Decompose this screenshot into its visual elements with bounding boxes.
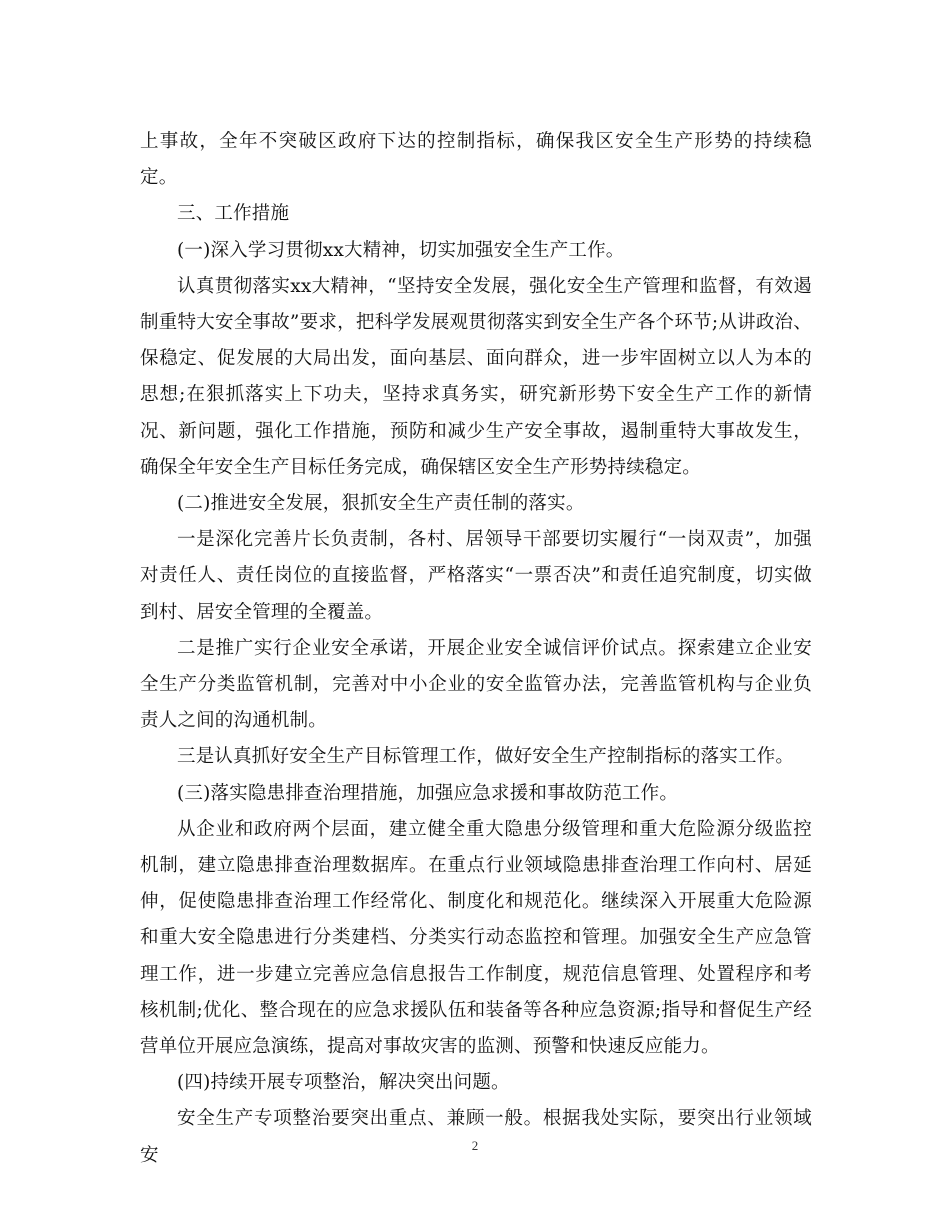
section-heading: 三、工作措施 — [177, 203, 290, 225]
document-body — [140, 124, 812, 1174]
paragraph-continuation: 上事故，全年不突破区政府下达的控制指标，确保我区安全生产形势的持续稳定。 — [140, 131, 812, 189]
page-number: 2 — [471, 1138, 479, 1153]
paragraph: 认真贯彻落实xx大精神，“坚持安全发展，强化安全生产管理和监督，有效遏制重特大安全事故”要求，把科学发展观贯彻落实到安全生产各个环节;从讲政治、保稳定、促发展的大局出发，面向基层、面向群众，进一步牢固树立以人为本的思想;在狠抓落实上下功夫，坚持求真务实，研究新形势下安全生产工作的新情况、新问题，强化工作措施，预防和减少生产安全事故，遏制重特大事故发生，确保全年安全生产目标任务完成，确保辖区安全生产形势持续稳定。 — [140, 275, 812, 478]
subsection-heading-1: (一)深入学习贯彻xx大精神，切实加强安全生产工作。 — [177, 239, 625, 261]
paragraph: 二是推广实行企业安全承诺，开展企业安全诚信评价试点。探索建立企业安全生产分类监管机制，完善对中小企业的安全监管办法，完善监管机构与企业负责人之间的沟通机制。 — [140, 637, 812, 732]
paragraph: 一是深化完善片长负责制，各村、居领导干部要切实履行“一岗双责”，加强对责任人、责任岗位的直接监督，严格落实“一票否决”和责任追究制度，切实做到村、居安全管理的全覆盖。 — [140, 529, 812, 623]
subsection-heading-2: (二)推进安全发展，狠抓安全生产责任制的落实。 — [177, 493, 585, 515]
paragraph: 三是认真抓好安全生产目标管理工作，做好安全生产控制指标的落实工作。 — [177, 746, 795, 768]
paragraph: 从企业和政府两个层面，建立健全重大隐患分级管理和重大危险源分级监控机制，建立隐患排查治理数据库。在重点行业领域隐患排查治理工作向村、居延伸，促使隐患排查治理工作经常化、制度化和规范化。继续深入开展重大危险源和重大安全隐患进行分类建档、分类实行动态监控和管理。加强安全生产应急管理工作，进一步建立完善应急信息报告工作制度，规范信息管理、处置程序和考核机制;优化、整合现在的应急求援队伍和装备等各种应急资源;指导和督促生产经营单位开展应急演练，提高对事故灾害的监测、预警和快速反应能力。 — [140, 818, 812, 1058]
paragraph: 安全生产专项整治要突出重点、兼顾一般。根据我处实际，要突出行业领域安 — [140, 1108, 812, 1166]
subsection-heading-3: (三)落实隐患排查治理措施，加强应急求援和事故防范工作。 — [177, 782, 679, 804]
subsection-heading-4: (四)持续开展专项整治，解决突出问题。 — [177, 1072, 510, 1094]
